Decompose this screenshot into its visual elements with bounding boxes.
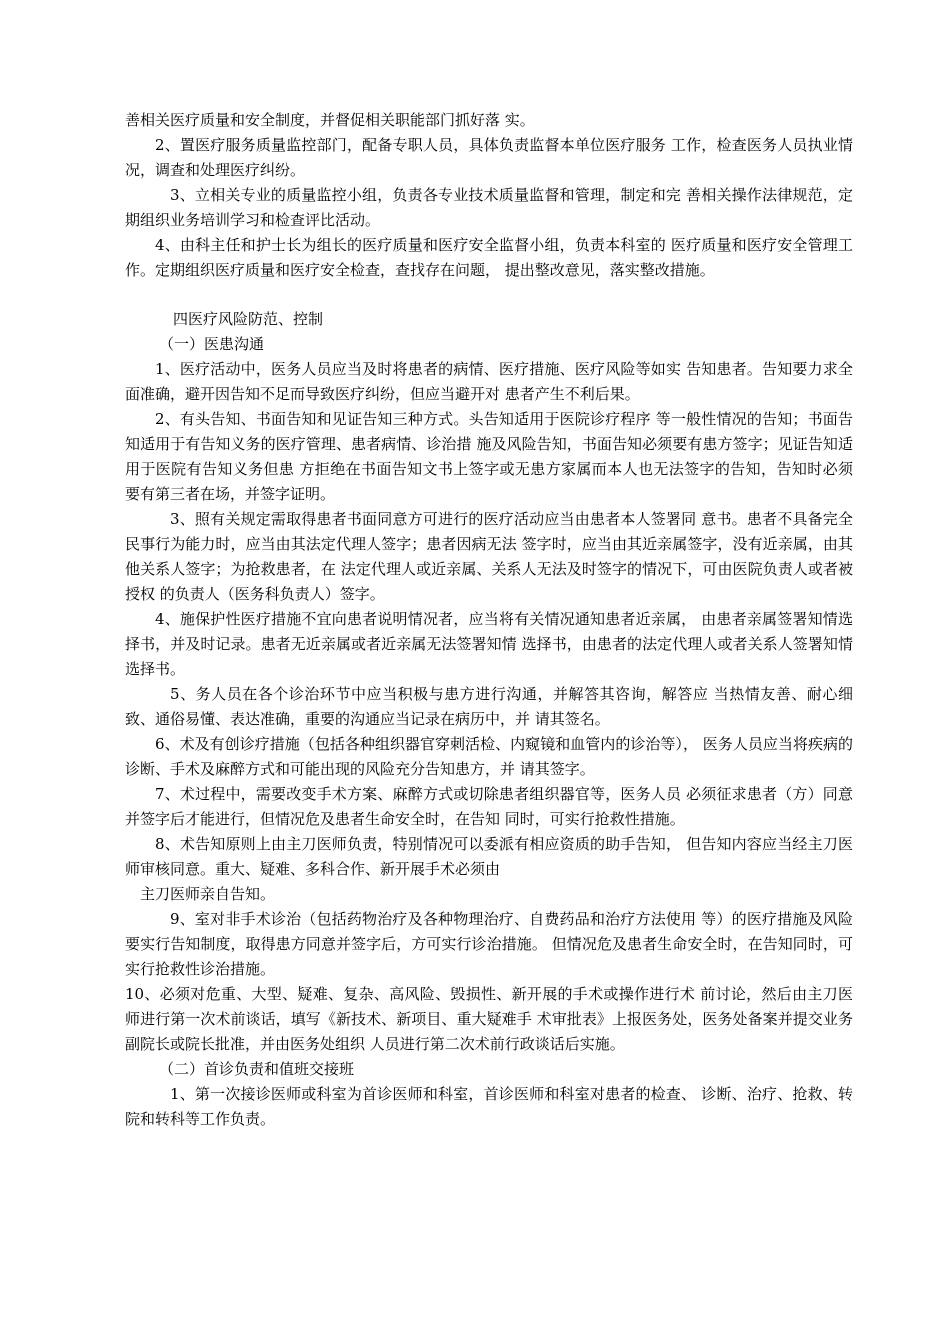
- list-item: 2、有头告知、书面告知和见证告知三种方式。头告知适用于医院诊疗程序 等一般性情况的告知；书面告知适用于有告知义务的医疗管理、患者病情、诊治措 施及风险告知，书面告知必须要有患方签字；见证告知适用于医院有告知义务但患 方拒绝在书面告知文书上签字或无患方家属而本人也无法签字的告知，告知时必须 要有第三者在场，并签字证明。: [125, 410, 853, 503]
- list-item: 1、第一次接诊医师或科室为首诊医师和科室，首诊医师和科室对患者的检查、 诊断、治疗、抢救、转院和转科等工作负责。: [125, 1085, 853, 1128]
- list-item: 4、施保护性医疗措施不宜向患者说明情况者，应当将有关情况通知患者近亲属， 由患者亲属签署知情选择书，并及时记录。患者无近亲属或者近亲属无法签署知情 选择书，由患者的法定代理人或者关系人签署知情选择书。: [125, 610, 853, 678]
- paragraph: 2、置医疗服务质量监控部门，配备专职人员，具体负责监督本单位医疗服务 工作，检查医务人员执业情况，调查和处理医疗纠纷。: [125, 136, 853, 179]
- spacer: [125, 283, 853, 307]
- paragraph: 4、由科主任和护士长为组长的医疗质量和医疗安全监督小组，负责本科室的 医疗质量和医疗安全管理工作。定期组织医疗质量和医疗安全检查，查找存在问题， 提出整改意见，落实整改措施。: [125, 236, 853, 279]
- list-item: 10、必须对危重、大型、疑难、复杂、高风险、毁损性、新开展的手术或操作进行术 前讨论，然后由主刀医师进行第一次术前谈话，填写《新技术、新项目、重大疑难手 术审批表》上报医务处，医务处备案并提交业务副院长或院长批准，并由医务处组织 人员进行第二次术前行政谈话后实施。: [125, 985, 853, 1053]
- section-title: 四医疗风险防范、控制: [173, 310, 324, 328]
- paragraph: 3、立相关专业的质量监控小组，负责各专业技术质量监督和管理，制定和完 善相关操作法律规范，定期组织业务培训学习和检查评比活动。: [125, 186, 853, 229]
- list-item: 3、照有关规定需取得患者书面同意方可进行的医疗活动应当由患者本人签署同 意书。患者不具备完全民事行为能力时，应当由其法定代理人签字；患者因病无法 签字时，应当由其近亲属签字，没有近亲属，由其他关系人签字；为抢救患者，在 法定代理人或近亲属、关系人无法及时签字的情况下，可由医院负责人或者被授权 的负责人（医务科负责人）签字。: [125, 510, 853, 603]
- list-item: 8、术告知原则上由主刀医师负责，特别情况可以委派有相应资质的助手告知， 但告知内容应当经主刀医师审核同意。重大、疑难、多科合作、新开展手术必须由: [125, 835, 853, 878]
- document-body: [125, 108, 853, 1132]
- list-item: 9、室对非手术诊治（包括药物治疗及各种物理治疗、自费药品和治疗方法使用 等）的医疗措施及风险要实行告知制度，取得患方同意并签字后，方可实行诊治措施。 但情况危及患者生命安全时，在告知同时，可实行抢救性诊治措施。: [125, 910, 853, 978]
- list-item: 5、务人员在各个诊治环节中应当积极与患方进行沟通，并解答其咨询，解答应 当热情友善、耐心细致、通俗易懂、表达准确，重要的沟通应当记录在病历中，并 请其签名。: [125, 685, 853, 728]
- subsection-title: （一）医患沟通: [159, 335, 265, 353]
- list-item: 1、医疗活动中，医务人员应当及时将患者的病情、医疗措施、医疗风险等如实 告知患者。告知要力求全面准确，避开因告知不足而导致医疗纠纷，但应当避开对 患者产生不利后果。: [125, 360, 853, 403]
- paragraph: 善相关医疗质量和安全制度，并督促相关职能部门抓好落 实。: [125, 111, 535, 129]
- list-item: 7、术过程中，需要改变手术方案、麻醉方式或切除患者组织器官等，医务人员 必须征求患者（方）同意并签字后才能进行，但情况危及患者生命安全时，在告知 同时，可实行抢救性措施。: [125, 785, 853, 828]
- list-item: 6、术及有创诊疗措施（包括各种组织器官穿刺活检、内窥镜和血管内的诊治等）， 医务人员应当将疾病的诊断、手术及麻醉方式和可能出现的风险充分告知患方，并 请其签字。: [125, 735, 853, 778]
- list-item: 主刀医师亲自告知。: [140, 885, 276, 903]
- subsection-title: （二）首诊负责和值班交接班: [159, 1060, 355, 1078]
